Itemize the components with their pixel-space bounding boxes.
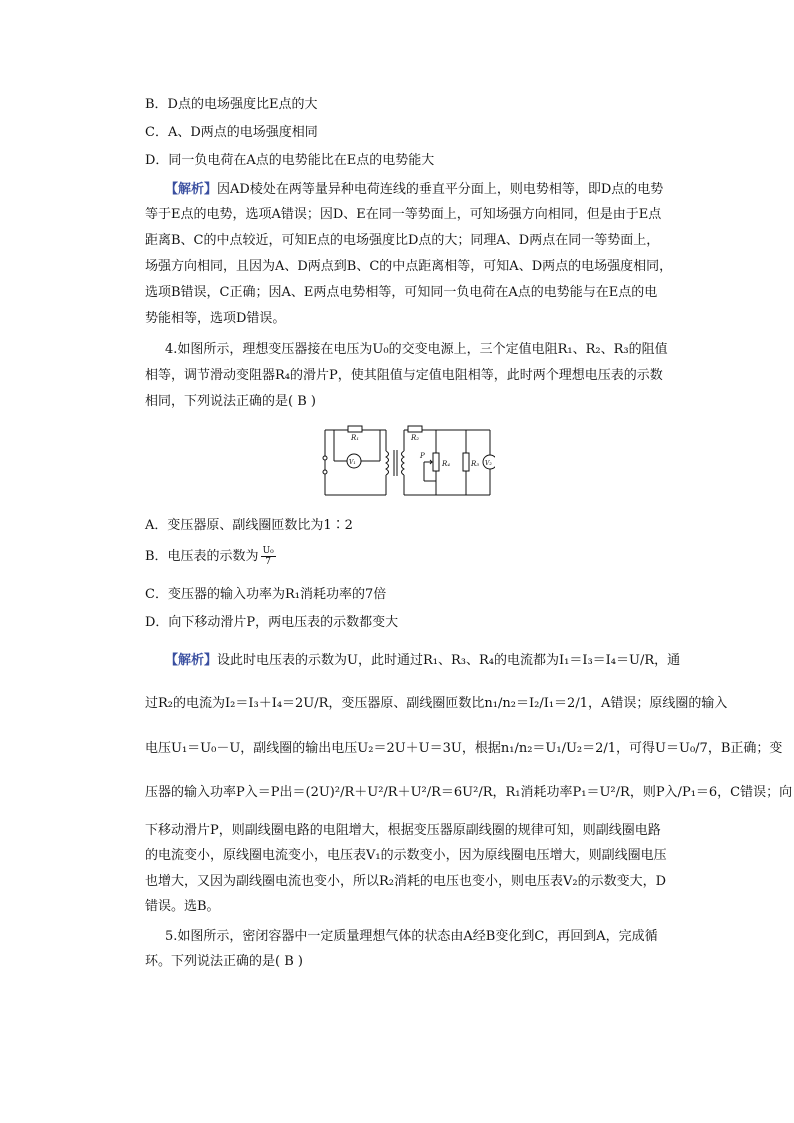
q4-analysis-line: 的电流变小，原线圈电流变小，电压表V₁的示数变小，因为原线圈电压增大，则副线圈电压 (145, 848, 667, 863)
q4-stem-line: 4.如图所示，理想变压器接在电压为U₀的交变电源上，三个定值电阻R₁、R₂、R₃的阻值 (165, 342, 668, 357)
q4-analysis-line: 【解析】设此时电压表的示数为U，此时通过R₁、R₃、R₄的电流都为I₁＝I₃＝I₄＝U/R，通 (165, 653, 681, 668)
circuit-diagram (320, 425, 495, 500)
q3-analysis-line: 距离B、C的中点较近，可知E点的电场强度比D点的大；同理A、D两点在同一等势面上， (145, 233, 660, 248)
q3-analysis-line: 【解析】因AD棱处在两等量异种电荷连线的垂直平分面上，则电势相等，即D点的电势 (165, 182, 664, 197)
label-r2: R₂ (411, 434, 420, 442)
label-v2: V₂ (485, 460, 492, 467)
q4-option-a: A．变压器原、副线圈匝数比为1∶2 (145, 518, 353, 533)
label-r3: R₃ (471, 460, 480, 468)
q4-stem-line: 相等，调节滑动变阻器R₄的滑片P，使其阻值与定值电阻相等，此时两个理想电压表的示数 (145, 368, 663, 383)
q4-stem-line: 相同，下列说法正确的是( B ) (145, 394, 316, 409)
q4-analysis-line: 电压U₁＝U₀－U，副线圈的输出电压U₂＝2U＋U＝3U，根据n₁/n₂＝U₁/U₂＝2/1，可得U＝U₀/7，B正确；变 (145, 741, 783, 756)
q3-analysis-line: 等于E点的电势，选项A错误；因D、E在同一等势面上，可知场强方向相同，但是由于E点 (145, 207, 662, 222)
q4-analysis-line: 也增大，又因为副线圈电流也变小，所以R₂消耗的电压也变小，则电压表V₂的示数变大，D (145, 874, 667, 889)
label-v1: V₁ (349, 459, 356, 466)
q3-analysis-line: 选项B错误，C正确；因A、E两点电势相等，可知同一负电荷在A点的电势能与在E点的电 (145, 285, 658, 300)
q4-analysis-line: 过R₂的电流为I₂＝I₃＋I₄＝2U/R，变压器原、副线圈匝数比n₁/n₂＝I₂/I₁＝2/1，A错误；原线圈的输入 (145, 696, 728, 711)
q3-option-b: B．D点的电场强度比E点的大 (145, 97, 318, 112)
q3-analysis-line: 场强方向相同，且因为A、D两点到B、C的中点距离相等，可知A、D两点的电场强度相同， (145, 259, 673, 274)
q4-option-d: D．向下移动滑片P，两电压表的示数都变大 (145, 615, 399, 630)
analysis-tag: 【解析】 (165, 653, 218, 668)
label-r4: R₄ (442, 460, 451, 468)
q4-option-c: C．变压器的输入功率为R₁消耗功率的7倍 (145, 587, 387, 602)
q4-option-b: B．电压表的示数为 $\frac{\text{U₀}}{7}$ (145, 546, 274, 567)
q3-option-d: D．同一负电荷在A点的电势能比在E点的电势能大 (145, 153, 435, 168)
q3-analysis-line: 势能相等，选项D错误。 (145, 311, 286, 326)
q5-stem-line: 环。下列说法正确的是( B ) (145, 954, 303, 969)
q4-analysis-line: 压器的输入功率P入＝P出＝(2U)²/R＋U²/R＋U²/R＝6U²/R，R₁消耗功率P₁＝U²/R，则P入/P₁＝6，C错误；向 (145, 785, 793, 800)
q5-stem-line: 5.如图所示，密闭容器中一定质量理想气体的状态由A经B变化到C，再回到A，完成循 (165, 929, 658, 944)
analysis-tag: 【解析】 (165, 182, 218, 197)
q3-option-c: C．A、D两点的电场强度相同 (145, 125, 318, 140)
q4-analysis-line: 下移动滑片P，则副线圈电路的电阻增大，根据变压器原副线圈的规律可知，则副线圈电路 (145, 823, 661, 838)
q4-analysis-line: 错误。选B。 (145, 899, 220, 914)
fraction: $\frac{\text{U₀}}{7}$ (262, 546, 274, 567)
label-p: P (420, 452, 425, 460)
label-r1: R₁ (351, 434, 360, 442)
